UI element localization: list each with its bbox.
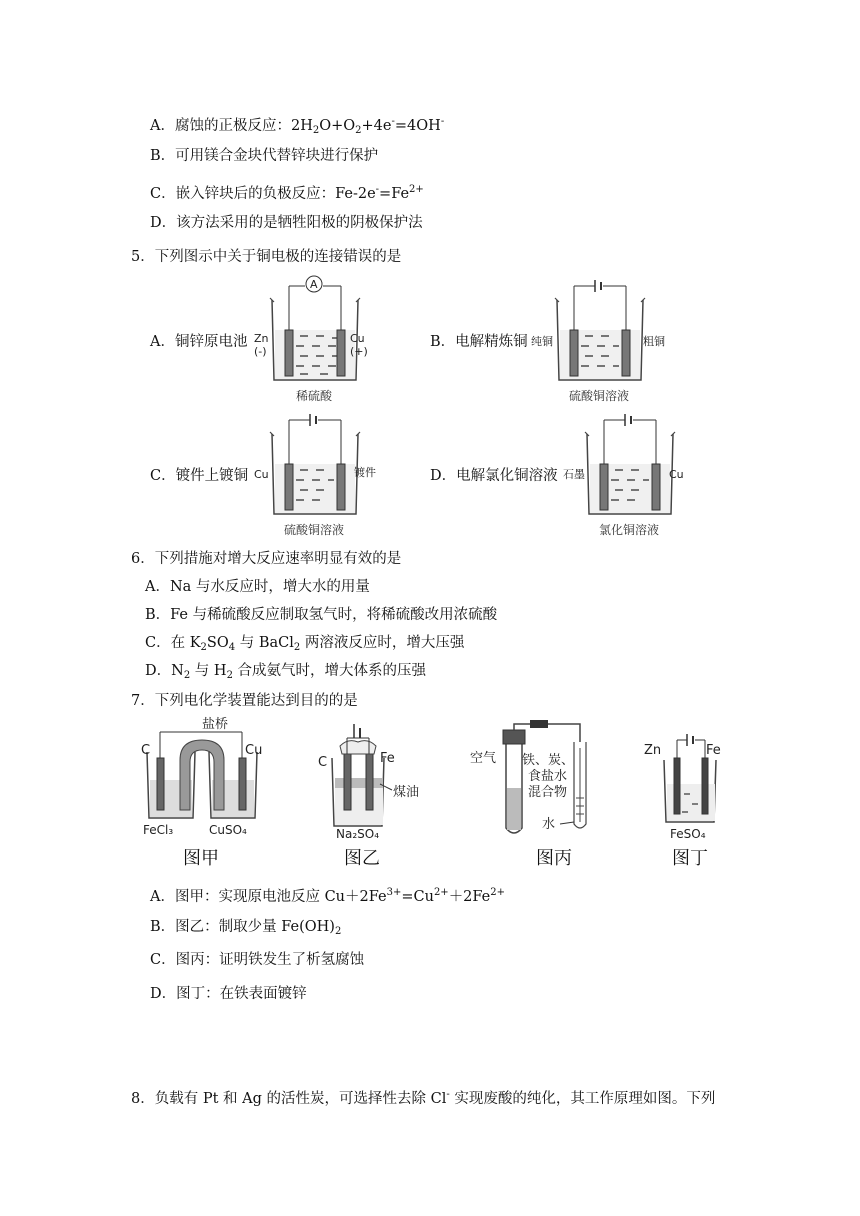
air-label: 空气 — [470, 751, 497, 766]
zn-sign: (-) — [254, 345, 267, 358]
q5-option-b: B．电解精炼铜 — [430, 334, 528, 350]
ding-zn-label: Zn — [644, 743, 662, 758]
cu-label: Cu — [350, 332, 365, 345]
q5-option-c: C．镀件上镀铜 — [150, 468, 249, 484]
q5-stem: 5．下列图示中关于铜电极的连接错误的是 — [131, 249, 402, 265]
yi-na2so4-label: Na₂SO₄ — [336, 827, 380, 841]
jia-cu-label: Cu — [245, 743, 263, 758]
q5-option-d: D．电解氯化铜溶液 — [430, 468, 558, 484]
q6-stem: 6．下列措施对增大反应速率明显有效的是 — [131, 551, 402, 567]
plated-part-label: 镀件 — [354, 466, 376, 479]
cu-sign: (+) — [350, 345, 368, 358]
yi-c-label: C — [318, 755, 328, 770]
fig-yi-caption: 图乙 — [344, 848, 380, 869]
q5-figure-b-electrorefining — [531, 272, 665, 407]
q4-option-d: D．该方法采用的是牺牲阳极的阴极保护法 — [150, 215, 423, 231]
cu-anode-label: Cu — [254, 468, 269, 481]
q7-option-d: D．图丁：在铁表面镀锌 — [150, 986, 307, 1002]
mixture-line1: 铁、炭、 — [522, 753, 575, 768]
fig-jia-caption: 图甲 — [183, 848, 219, 869]
q6-option-c: C．在 $K_2SO_4$ 与 BaCl$_2$ 两溶液反应时，增大压强 — [145, 635, 465, 653]
q5-figure-c-electroplating — [250, 406, 380, 541]
water-label: 水 — [542, 817, 556, 832]
fig-d-caption: 氯化铜溶液 — [599, 523, 660, 537]
q7-figure-yi — [310, 718, 420, 873]
q7-figure-ding — [640, 718, 750, 873]
q6-option-a: A．Na 与水反应时，增大水的用量 — [145, 579, 370, 595]
jia-c-label: C — [141, 743, 151, 758]
kerosene-label: 煤油 — [393, 785, 420, 800]
q7-option-b: B．图乙：制取少量 $Fe(OH)_2$ — [150, 919, 342, 937]
ding-fe-label: Fe — [706, 743, 721, 758]
q8-stem: 8．负载有 Pt 和 Ag 的活性炭，可选择性去除 Cl- 实现废酸的纯化，其工作原理如图。下列 — [131, 1089, 716, 1107]
q5-figure-a-galvanic-cell — [250, 272, 380, 407]
ding-feso4-label: FeSO₄ — [670, 827, 706, 841]
q4-option-b: B．可用镁合金块代替锌块进行保护 — [150, 148, 379, 164]
jia-fecl3-label: FeCl₃ — [143, 823, 174, 837]
ammeter-label: A — [310, 278, 318, 291]
q6-option-b: B．Fe 与稀硫酸反应制取氢气时，将稀硫酸改用浓硫酸 — [145, 607, 498, 623]
q7-figure-jia — [135, 718, 270, 873]
q4-option-c: C．嵌入锌块后的负极反应：$Fe-2e^-=Fe^{2+}$ — [150, 184, 424, 202]
fig-b-caption: 硫酸铜溶液 — [569, 389, 630, 403]
fig-c-caption: 硫酸铜溶液 — [284, 523, 345, 537]
yi-fe-label: Fe — [380, 751, 395, 766]
graphite-label: 石墨 — [563, 468, 585, 481]
fig-a-caption: 稀硫酸 — [296, 389, 333, 403]
jia-cuso4-label: CuSO₄ — [209, 823, 247, 837]
fig-bing-caption: 图丙 — [536, 848, 572, 869]
q7-stem: 7．下列电化学装置能达到目的的是 — [131, 693, 358, 709]
q6-option-d: D．$N_2$ 与 $H_2$ 合成氨气时，增大体系的压强 — [145, 663, 427, 681]
pure-copper-label: 纯铜 — [531, 335, 553, 348]
mixture-line3: 混合物 — [528, 785, 568, 800]
q7-figure-bing — [470, 718, 615, 873]
mixture-line2: 食盐水 — [528, 769, 568, 784]
q5-figure-d-electrolysis — [565, 406, 695, 541]
cu-cathode-label: Cu — [669, 468, 684, 481]
q7-option-c: C．图丙：证明铁发生了析氢腐蚀 — [150, 952, 365, 968]
q7-option-a: A．图甲：实现原电池反应 $Cu+2Fe^{3+}=Cu^{2+}+2Fe^{2+}$ — [150, 887, 506, 905]
fig-ding-caption: 图丁 — [672, 848, 708, 869]
crude-copper-label: 粗铜 — [643, 335, 665, 348]
q5-option-a: A．铜锌原电池 — [150, 334, 248, 350]
zn-label: Zn — [254, 332, 269, 345]
q4-option-a: A．腐蚀的正极反应：$2H_2O+O_2+4e^-=4OH^-$ — [150, 116, 445, 136]
salt-bridge-label: 盐桥 — [202, 717, 229, 732]
